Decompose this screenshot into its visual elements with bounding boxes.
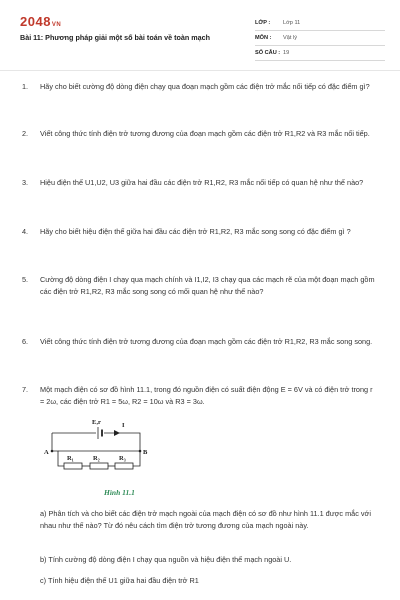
circuit-wire-top-right [104,433,140,451]
question-item [22,274,377,298]
header [20,14,382,64]
subquestion-item: c) Tính hiệu điện thế U1 giữa hai đầu điện trở R1 [40,576,199,585]
logo-text: 2048 [20,14,51,29]
question-text: Viết công thức tính điện trở tương đương của đoạn mạch gồm các điện trở R1,R2 và R3 mắc nối tiếp. [40,129,370,138]
r3-label: R₃ [119,455,126,462]
logo-suffix: VN [51,22,62,28]
question-number: 2. [22,129,29,138]
question-text: Một mạch điện có sơ đồ hình 11.1, trong đó nguồn điện có suất điện động E = 6V và có điện trở trong r = 2ω, các điện trở R1 = 5ω, R2 = 10ω và R3 = 3ω. [40,385,373,406]
meta-subject [255,31,385,46]
resistor-r1 [64,463,82,469]
current-arrow-icon [114,430,120,436]
question-text: Hãy cho biết hiệu điện thế giữa hai đầu các điện trở R1,R2, R3 mắc song song có đặc điểm gì ? [40,227,351,236]
question-number: 5. [22,275,29,284]
circuit-diagram [40,415,160,501]
circuit-wire-a [52,451,64,466]
subquestion-item: a) Phân tích và cho biết các điện trở mạch ngoài của mạch điện có sơ đồ như hình 11.1 được mắc với nhau như thế nào? Từ đó nêu cách tìm điện trở tương đương của mạch ngoài này. [40,509,371,530]
meta-info [255,16,385,61]
meta-value: 19 [283,50,290,56]
source-label: E,r [92,419,101,426]
question-item [22,336,377,348]
battery-icon [98,427,102,439]
figure-caption: Hình 11.1 [104,488,135,497]
question-text: Cường độ dòng điện I chạy qua mạch chính và I1,I2, I3 chạy qua các mạch rẽ của một đoạn mạch gồm các điện trở R1,R2, R3 mắc song song có mối quan hệ như thế nào? [40,275,375,296]
question-text: Hiệu điện thế U1,U2, U3 giữa hai đầu các điện trở R1,R2, R3 mắc nối tiếp có quan hệ như thế nào? [40,178,364,187]
question-number: 1. [22,82,29,91]
question-number: 3. [22,178,29,187]
question-item [22,81,377,93]
question-item [22,128,377,140]
header-divider [0,70,400,71]
question-item [22,226,377,238]
question-text: Viết công thức tính điện trở tương đương của đoạn mạch gồm các điện trở R1,R2, R3 mắc song song. [40,337,373,346]
meta-value: Vật lý [283,35,297,41]
lesson-title: Bài 11: Phương pháp giải một số bài toán về toàn mạch [20,33,211,42]
question-number: 4. [22,227,29,236]
meta-question-count [255,46,385,61]
resistor-r3 [115,463,133,469]
current-label: I [122,422,125,429]
site-logo[interactable] [20,14,61,29]
node-a-label: A [44,449,49,456]
node-b-label: B [143,449,148,456]
question-item [22,384,377,408]
question-text: Hãy cho biết cường độ dòng điện chạy qua đoạn mạch gồm các điện trở mắc nối tiếp có đặc điểm gì? [40,82,370,91]
question-item [22,177,377,189]
circuit-wire-b [133,451,140,466]
subquestion-item: b) Tính cường độ dòng điện I chạy qua nguồn và hiệu điện thế mạch ngoài U. [40,555,292,564]
meta-value: Lớp 11 [283,20,301,26]
node-b-dot [139,450,142,453]
meta-label: SỐ CÂU : [255,50,281,56]
meta-class [255,16,385,31]
question-number: 6. [22,337,29,346]
node-a-dot [51,450,54,453]
meta-label: LỚP : [255,20,271,26]
question-number: 7. [22,385,29,394]
r2-label: R₂ [93,455,100,462]
resistor-r2 [90,463,108,469]
r1-label: R₁ [67,455,74,462]
meta-label: MÔN : [255,35,272,41]
